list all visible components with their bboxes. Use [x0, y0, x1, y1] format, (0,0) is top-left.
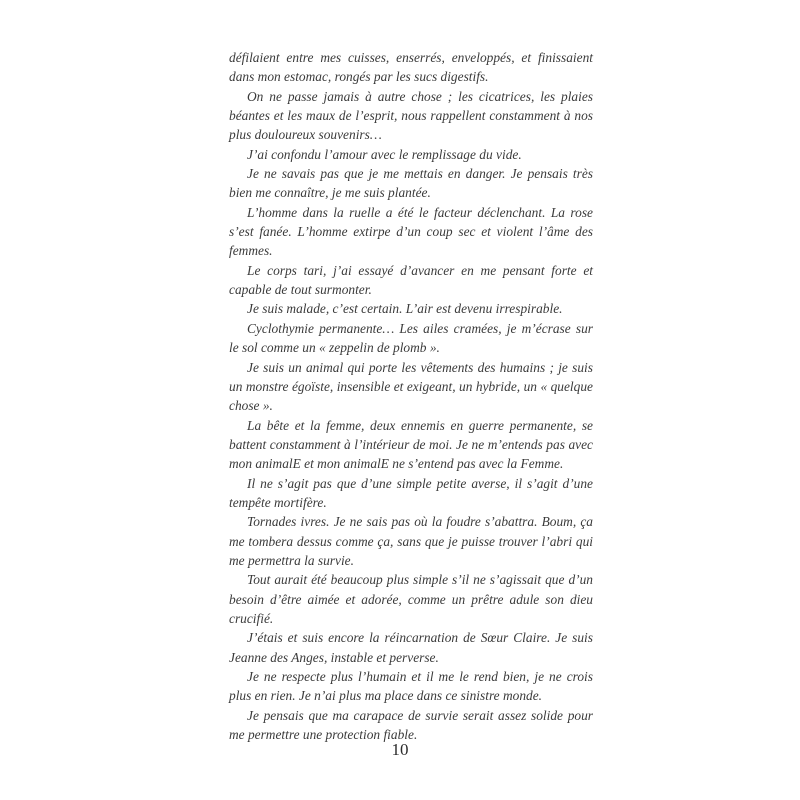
paragraph: défilaient entre mes cuisses, enserrés, enveloppés, et finissaient dans mon estomac, rongés par les sucs digestifs.: [229, 50, 593, 85]
paragraph: On ne passe jamais à autre chose ; les cicatrices, les plaies béantes et les maux de l’esprit, nous rappellent constamment à nos plus douloureux souvenirs…: [229, 88, 593, 143]
paragraph: Tornades ivres. Je ne sais pas où la foudre s’abattra. Boum, ça me tombera dessus comme ça, sans que je puisse trouver l’abri qui me permettra la survie.: [229, 514, 593, 568]
paragraph: Tout aurait été beaucoup plus simple s’il ne s’agissait que d’un besoin d’être aimée et adorée, comme un prêtre adule son dieu crucifié.: [229, 572, 593, 626]
body-text: [229, 48, 593, 744]
paragraph: Cyclothymie permanente… Les ailes cramées, je m’écrase sur le sol comme un « zeppelin de plomb ».: [229, 320, 593, 356]
paragraph: Je ne savais pas que je me mettais en danger. Je pensais très bien me connaître, je me suis plantée.: [229, 166, 593, 201]
paragraph: Je pensais que ma carapace de survie serait assez solide pour me permettre une protection fiable.: [229, 707, 593, 743]
paragraph: La bête et la femme, deux ennemis en guerre permanente, se battent constamment à l’intérieur de moi. Je ne m’entends pas avec mon animalE et mon animalE ne s’entend pas avec la Femme.: [229, 417, 593, 472]
paragraph: Il ne s’agit pas que d’une simple petite averse, il s’agit d’une tempête mortifère.: [229, 475, 593, 510]
paragraph: Je suis malade, c’est certain. L’air est devenu irrespirable.: [247, 301, 563, 317]
paragraph: Le corps tari, j’ai essayé d’avancer en me pensant forte et capable de tout surmonter.: [229, 262, 593, 298]
paragraph: Je ne respecte plus l’humain et il me le rend bien, je ne crois plus en rien. Je n’ai plus ma place dans ce sinistre monde.: [229, 669, 593, 704]
paragraph: J’étais et suis encore la réincarnation de Sœur Claire. Je suis Jeanne des Anges, instable et perverse.: [229, 630, 593, 665]
page-number: 10: [391, 740, 409, 759]
paragraph: J’ai confondu l’amour avec le remplissage du vide.: [247, 146, 522, 162]
paragraph: L’homme dans la ruelle a été le facteur déclenchant. La rose s’est fanée. L’homme extirpe d’un coup sec et violent l’âme des femmes.: [229, 204, 593, 259]
paragraph: Je suis un animal qui porte les vêtements des humains ; je suis un monstre égoïste, insensible et exigeant, un hybride, un « quelque chose ».: [229, 359, 593, 414]
